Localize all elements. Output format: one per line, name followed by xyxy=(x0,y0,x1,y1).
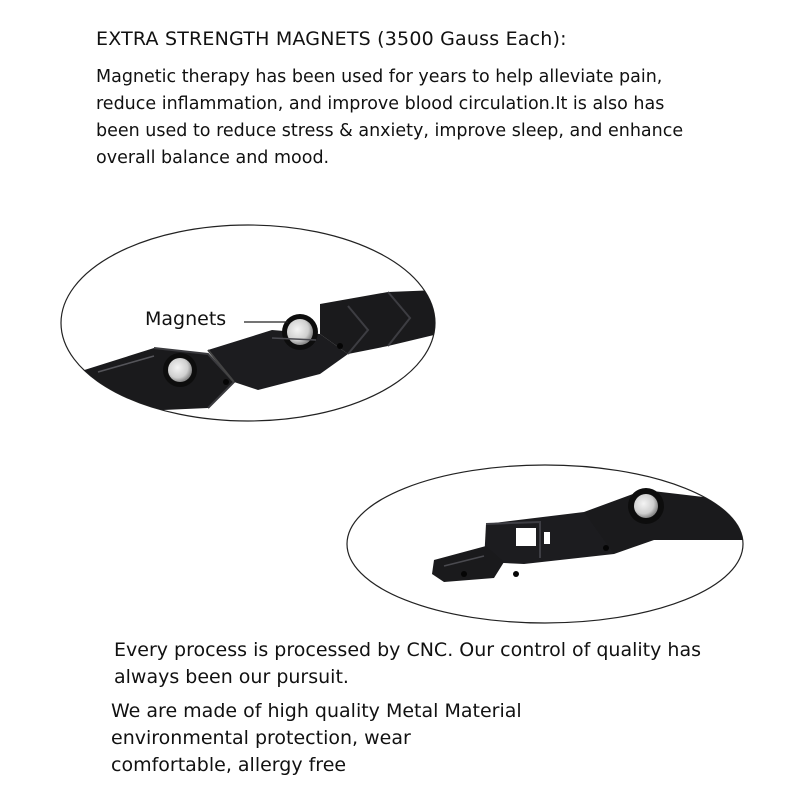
material-line: We are made of high quality Metal Material xyxy=(111,700,522,722)
material-line: environmental protection, wear xyxy=(111,727,411,749)
intro-paragraph xyxy=(96,64,756,172)
intro-line: Magnetic therapy has been used for years to help alleviate pain, xyxy=(96,67,663,87)
bracelet-clasp-image xyxy=(344,462,746,626)
heading: EXTRA STRENGTH MAGNETS (3500 Gauss Each): xyxy=(96,28,567,50)
material-line: comfortable, allergy free xyxy=(111,754,347,776)
magnets-callout-label: Magnets xyxy=(145,308,227,330)
intro-line: reduce inflammation, and improve blood circulation.It is also has xyxy=(96,94,665,114)
material-paragraph xyxy=(111,698,522,779)
cnc-line: always been our pursuit. xyxy=(114,666,349,688)
cnc-line: Every process is processed by CNC. Our control of quality has xyxy=(114,639,701,661)
intro-line: overall balance and mood. xyxy=(96,148,330,168)
cnc-paragraph xyxy=(114,637,701,691)
intro-line: been used to reduce stress & anxiety, improve sleep, and enhance xyxy=(96,121,684,141)
bracelet-magnets-image xyxy=(58,222,438,424)
